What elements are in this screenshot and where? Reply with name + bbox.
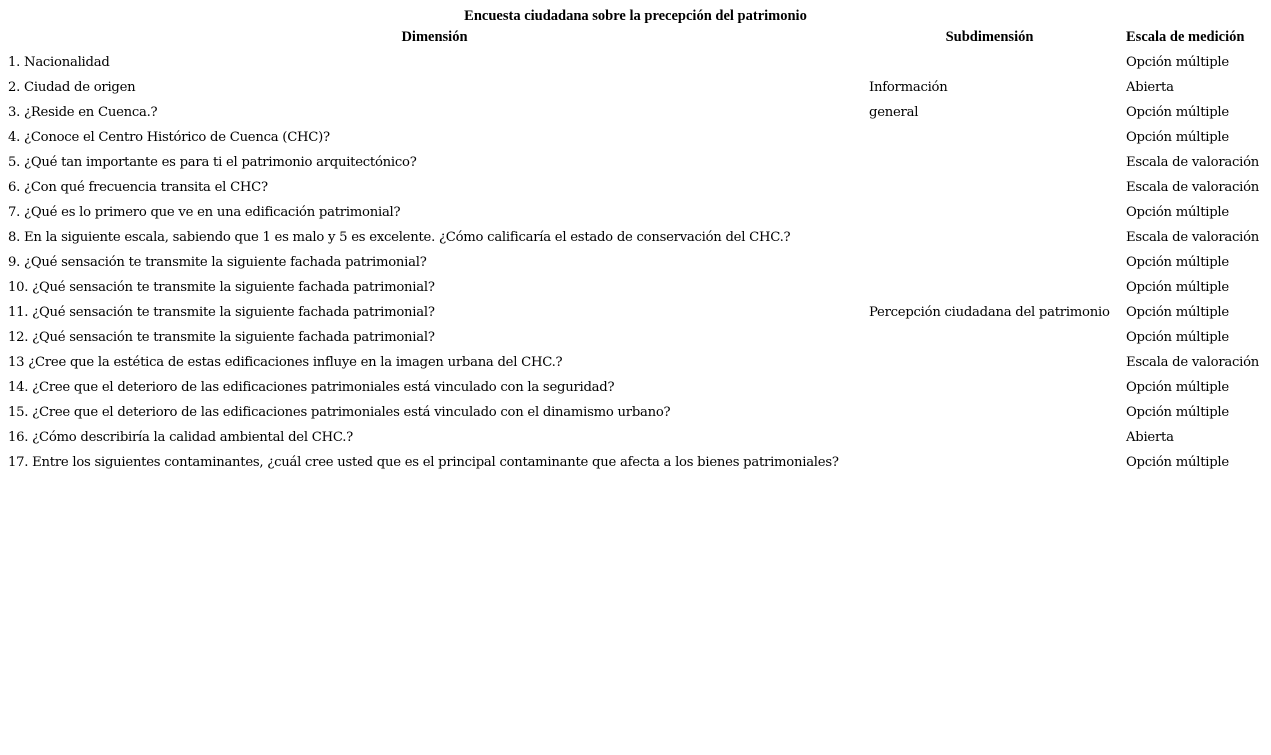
cell-escala: Opción múltiple [1126, 380, 1229, 395]
cell-escala: Opción múltiple [1126, 105, 1229, 120]
cell-dimension: 14. ¿Cree que el deterioro de las edificaciones patrimoniales está vinculado con la seguridad? [8, 380, 615, 395]
cell-escala: Opción múltiple [1126, 130, 1229, 145]
cell-dimension: 2. Ciudad de origen [8, 80, 136, 95]
cell-subdimension [861, 275, 1118, 300]
cell-escala: Opción múltiple [1126, 330, 1229, 345]
cell-dimension: 3. ¿Reside en Cuenca.? [8, 105, 158, 120]
cell-dimension: 7. ¿Qué es lo primero que ve en una edificación patrimonial? [8, 205, 401, 220]
table-row [0, 175, 1271, 200]
header-row [0, 25, 1271, 50]
table-row [0, 450, 1271, 475]
header-subdimension: Subdimensión [945, 29, 1034, 45]
cell-escala: Opción múltiple [1126, 205, 1229, 220]
cell-dimension: 16. ¿Cómo describiría la calidad ambiental del CHC.? [8, 430, 353, 445]
cell-subdimension [861, 125, 1118, 150]
cell-subdimension [861, 175, 1118, 200]
cell-subdimension [861, 50, 1118, 75]
table-row [0, 400, 1271, 425]
cell-subdimension: Percepción ciudadana del patrimonio [869, 305, 1110, 320]
cell-dimension: 17. Entre los siguientes contaminantes, ¿cuál cree usted que es el principal contaminante que afecta a los bienes patrimoniales? [8, 455, 839, 470]
cell-escala: Opción múltiple [1126, 55, 1229, 70]
table-row [0, 200, 1271, 225]
cell-subdimension [861, 400, 1118, 425]
header-escala: Escala de medición [1126, 29, 1245, 45]
table-row [0, 325, 1271, 350]
table-row [0, 350, 1271, 375]
table-row [0, 50, 1271, 75]
table-header [0, 25, 1271, 50]
cell-dimension: 10. ¿Qué sensación te transmite la siguiente fachada patrimonial? [8, 280, 435, 295]
table-body [0, 50, 1271, 475]
header-dimension: Dimensión [401, 29, 468, 45]
cell-escala: Escala de valoración [1126, 180, 1260, 195]
cell-dimension: 9. ¿Qué sensación te transmite la siguiente fachada patrimonial? [8, 255, 427, 270]
cell-dimension: 15. ¿Cree que el deterioro de las edificaciones patrimoniales está vinculado con el dinamismo urbano? [8, 405, 671, 420]
cell-escala: Escala de valoración [1126, 355, 1260, 370]
table-row [0, 75, 1271, 100]
table-row [0, 225, 1271, 250]
table-title: Encuesta ciudadana sobre la precepción del patrimonio [464, 8, 807, 24]
table-row [0, 375, 1271, 400]
cell-dimension: 11. ¿Qué sensación te transmite la siguiente fachada patrimonial? [8, 305, 435, 320]
table-row [0, 150, 1271, 175]
table-row [0, 250, 1271, 275]
cell-subdimension: Información [869, 80, 948, 95]
cell-subdimension [861, 250, 1118, 275]
cell-escala: Abierta [1126, 80, 1174, 95]
cell-dimension: 5. ¿Qué tan importante es para ti el patrimonio arquitectónico? [8, 155, 417, 170]
cell-dimension: 6. ¿Con qué frecuencia transita el CHC? [8, 180, 268, 195]
cell-escala: Opción múltiple [1126, 405, 1229, 420]
table-row [0, 125, 1271, 150]
cell-dimension: 4. ¿Conoce el Centro Histórico de Cuenca (CHC)? [8, 130, 330, 145]
cell-escala: Opción múltiple [1126, 255, 1229, 270]
cell-subdimension [861, 325, 1118, 350]
cell-dimension: 12. ¿Qué sensación te transmite la siguiente fachada patrimonial? [8, 330, 435, 345]
cell-escala: Escala de valoración [1126, 155, 1260, 170]
cell-subdimension [861, 225, 1118, 250]
cell-escala: Escala de valoración [1126, 230, 1260, 245]
cell-escala: Opción múltiple [1126, 305, 1229, 320]
cell-escala: Opción múltiple [1126, 280, 1229, 295]
table-row [0, 425, 1271, 450]
cell-subdimension [861, 200, 1118, 225]
cell-dimension: 1. Nacionalidad [8, 55, 110, 70]
table-row [0, 100, 1271, 125]
cell-dimension: 8. En la siguiente escala, sabiendo que 1 es malo y 5 es excelente. ¿Cómo calificaría el estado de conservación del CHC.? [8, 230, 791, 245]
cell-subdimension [861, 375, 1118, 400]
cell-subdimension [861, 150, 1118, 175]
cell-dimension: 13 ¿Cree que la estética de estas edificaciones influye en la imagen urbana del CHC.? [8, 355, 563, 370]
cell-escala: Abierta [1126, 430, 1174, 445]
cell-subdimension: general [869, 105, 919, 120]
table-row [0, 300, 1271, 325]
cell-subdimension [861, 450, 1118, 475]
cell-escala: Opción múltiple [1126, 455, 1229, 470]
cell-subdimension [861, 350, 1118, 375]
table-row [0, 275, 1271, 300]
cell-subdimension [861, 425, 1118, 450]
